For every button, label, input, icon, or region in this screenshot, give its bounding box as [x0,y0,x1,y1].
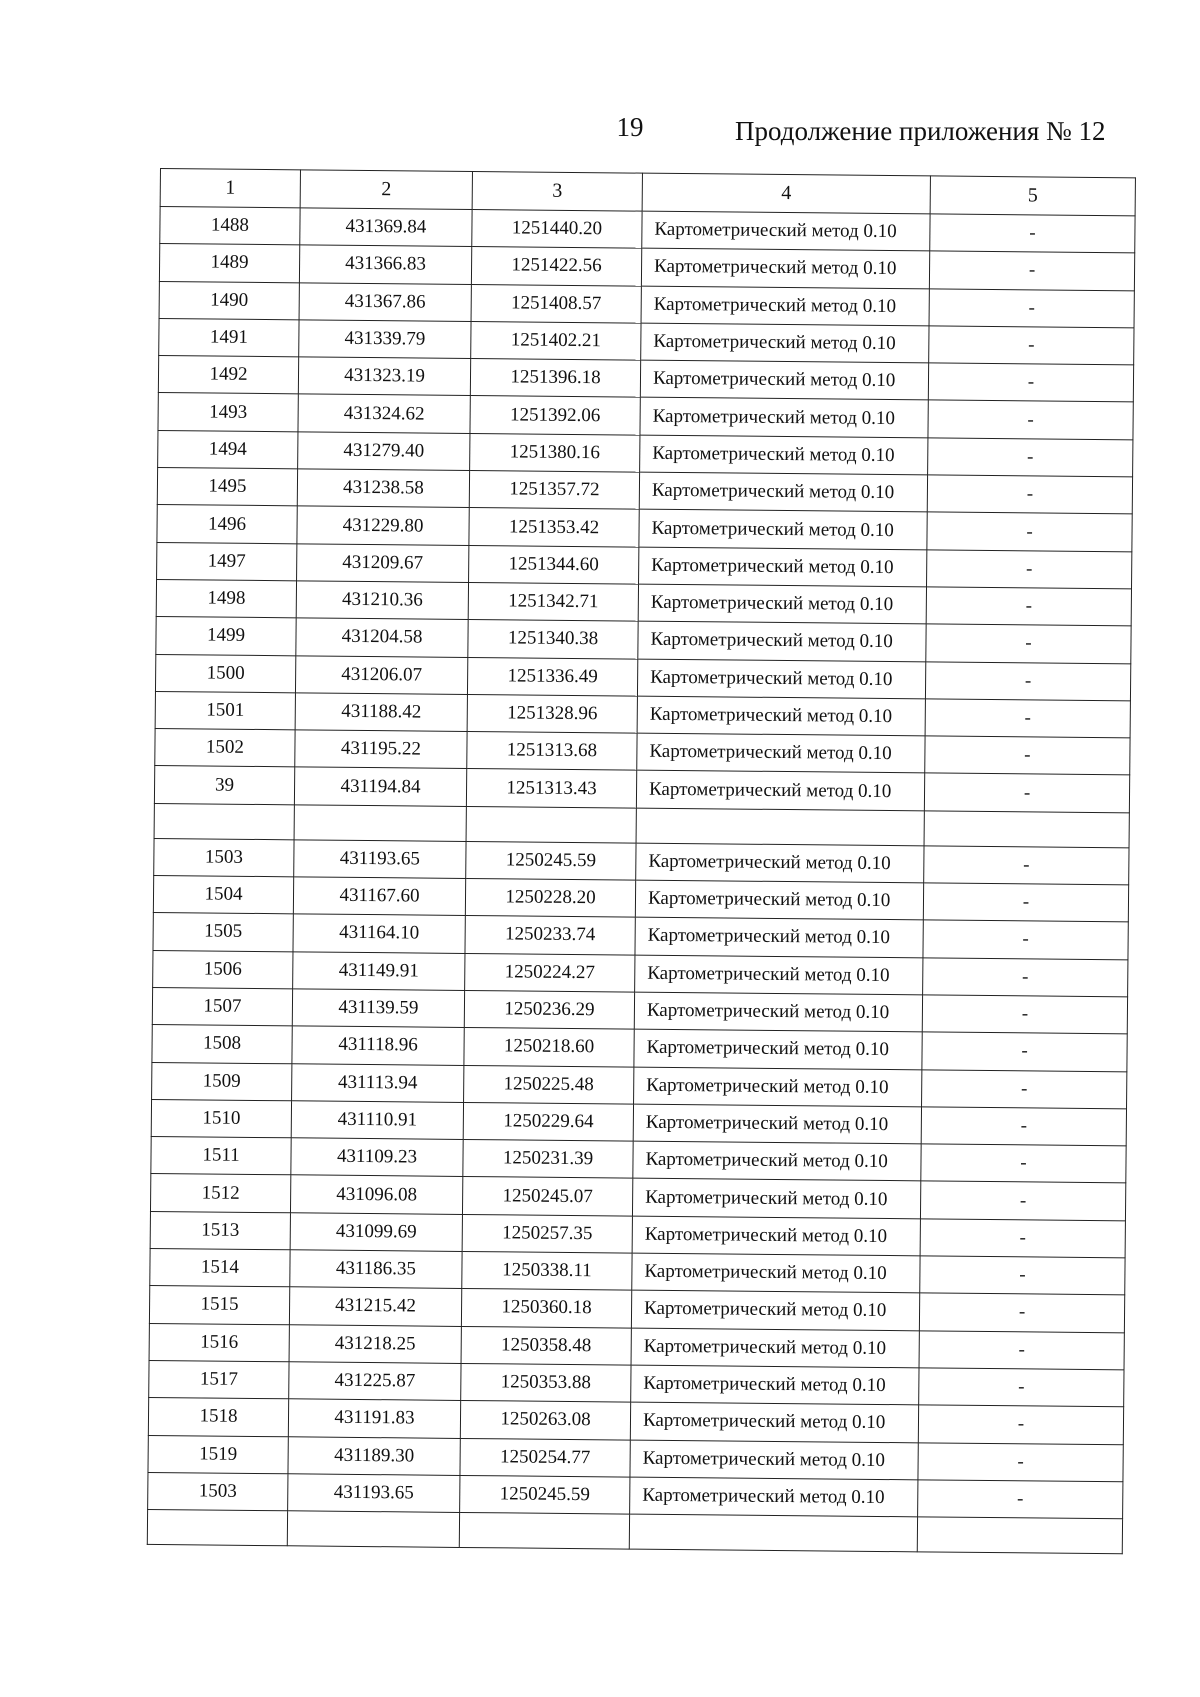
y-coordinate-cell: 1251344.60 [469,545,639,584]
y-coordinate-cell: 1250228.20 [465,879,635,918]
note-cell: - [923,920,1128,959]
y-coordinate-cell: 1250245.59 [466,841,636,880]
point-number-cell: 1500 [155,654,295,693]
y-coordinate-cell: 1250218.60 [464,1028,634,1067]
page-caption: Продолжение приложения № 12 [735,116,1106,146]
y-coordinate-cell: 1251392.06 [470,396,640,435]
y-coordinate-cell: 1250231.39 [463,1140,633,1179]
point-number-cell: 1495 [157,468,297,507]
x-coordinate-cell: 431189.30 [288,1436,460,1475]
x-coordinate-cell [294,805,466,842]
y-coordinate-cell: 1251380.16 [470,433,640,472]
x-coordinate-cell: 431204.58 [296,618,468,657]
method-cell: Картометрический метод 0.10 [630,1477,918,1517]
note-cell: - [926,587,1131,626]
y-coordinate-cell: 1251340.38 [468,620,638,659]
x-coordinate-cell: 431279.40 [298,432,470,471]
note-cell: - [918,1442,1123,1481]
method-cell: Картометрический метод 0.10 [630,1440,918,1480]
note-cell [924,811,1129,848]
method-cell: Картометрический метод 0.10 [630,1402,918,1442]
method-cell: Картометрический метод 0.10 [636,843,924,883]
method-cell: Картометрический метод 0.10 [637,696,925,736]
method-cell: Картометрический метод 0.10 [639,472,927,512]
y-coordinate-cell: 1250263.08 [460,1401,630,1440]
point-number-cell: 1499 [156,617,296,656]
point-number-cell: 1501 [155,691,295,730]
y-coordinate-cell: 1250245.07 [462,1177,632,1216]
point-number-cell: 1490 [159,281,299,320]
point-number-cell: 1492 [158,356,298,395]
y-coordinate-cell: 1251342.71 [468,582,638,621]
x-coordinate-cell: 431110.91 [291,1101,463,1140]
y-coordinate-cell [459,1513,629,1550]
x-coordinate-cell: 431186.35 [290,1250,462,1289]
note-cell: - [927,475,1132,514]
note-cell: - [920,1256,1125,1295]
method-cell: Картометрический метод 0.10 [634,1067,922,1107]
note-cell: - [922,995,1127,1034]
column-header: 2 [300,170,472,210]
x-coordinate-cell: 431164.10 [293,914,465,953]
method-cell: Картометрический метод 0.10 [631,1328,919,1368]
note-cell: - [920,1219,1125,1258]
y-coordinate-cell: 1251353.42 [469,508,639,547]
note-cell: - [929,288,1134,327]
y-coordinate-cell: 1251313.43 [466,769,636,808]
note-cell: - [925,736,1130,775]
note-cell: - [927,550,1132,589]
point-number-cell: 1503 [154,838,294,877]
x-coordinate-cell: 431194.84 [294,767,466,806]
method-cell: Картометрический метод 0.10 [641,323,929,363]
x-coordinate-cell: 431195.22 [295,730,467,769]
y-coordinate-cell: 1250360.18 [461,1289,631,1328]
point-number-cell: 1504 [153,876,293,915]
x-coordinate-cell: 431238.58 [297,469,469,508]
note-cell: - [926,624,1131,663]
method-cell: Картометрический метод 0.10 [631,1290,919,1330]
x-coordinate-cell: 431096.08 [290,1175,462,1214]
note-cell: - [922,1069,1127,1108]
x-coordinate-cell: 431225.87 [289,1362,461,1401]
x-coordinate-cell: 431339.79 [299,320,471,359]
method-cell: Картометрический метод 0.10 [640,360,928,400]
note-cell: - [928,400,1133,439]
x-coordinate-cell: 431193.65 [288,1474,460,1513]
x-coordinate-cell: 431109.23 [291,1138,463,1177]
method-cell: Картометрический метод 0.10 [638,584,926,624]
method-cell: Картометрический метод 0.10 [635,880,923,920]
y-coordinate-cell: 1251422.56 [471,247,641,286]
note-cell: - [924,846,1129,885]
point-number-cell: 1510 [151,1099,291,1138]
x-coordinate-cell: 431113.94 [292,1063,464,1102]
y-coordinate-cell: 1250254.77 [460,1438,630,1477]
x-coordinate-cell: 431139.59 [292,989,464,1028]
method-cell: Картометрический метод 0.10 [632,1216,920,1256]
method-cell: Картометрический метод 0.10 [633,1104,921,1144]
note-cell: - [929,251,1134,290]
x-coordinate-cell: 431218.25 [289,1324,461,1363]
point-number-cell: 1518 [148,1398,288,1437]
column-header: 5 [930,176,1135,216]
point-number-cell: 1512 [150,1174,290,1213]
note-cell: - [921,1107,1126,1146]
note-cell: - [924,773,1129,812]
method-cell: Картометрический метод 0.10 [639,547,927,587]
y-coordinate-cell: 1250257.35 [462,1214,632,1253]
point-number-cell: 1494 [158,430,298,469]
point-number-cell: 1496 [157,505,297,544]
x-coordinate-cell: 431210.36 [296,581,468,620]
point-number-cell: 1502 [155,729,295,768]
point-number-cell [154,803,294,839]
x-coordinate-cell: 431369.84 [300,208,472,247]
y-coordinate-cell: 1250358.48 [461,1326,631,1365]
x-coordinate-cell: 431193.65 [294,840,466,879]
point-number-cell: 1497 [157,542,297,581]
x-coordinate-cell: 431191.83 [288,1399,460,1438]
method-cell: Картометрический метод 0.10 [638,621,926,661]
table-body [147,207,1135,1554]
note-cell: - [928,363,1133,402]
point-number-cell: 1493 [158,393,298,432]
note-cell: - [925,661,1130,700]
note-cell: - [928,438,1133,477]
method-cell: Картометрический метод 0.10 [632,1179,920,1219]
y-coordinate-cell: 1250245.59 [460,1475,630,1514]
note-cell: - [919,1368,1124,1407]
x-coordinate-cell: 431209.67 [297,544,469,583]
y-coordinate-cell: 1251313.68 [467,732,637,771]
x-coordinate-cell: 431367.86 [299,282,471,321]
method-cell: Картометрический метод 0.10 [634,1029,922,1069]
point-number-cell: 1489 [159,244,299,283]
method-cell: Картометрический метод 0.10 [640,435,928,475]
x-coordinate-cell: 431215.42 [289,1287,461,1326]
method-cell: Картометрический метод 0.10 [641,248,929,288]
y-coordinate-cell: 1251408.57 [471,284,641,323]
column-header: 1 [160,169,300,208]
note-cell: - [925,699,1130,738]
x-coordinate-cell: 431324.62 [298,394,470,433]
x-coordinate-cell: 431149.91 [293,951,465,990]
y-coordinate-cell: 1250224.27 [465,953,635,992]
y-coordinate-cell: 1251357.72 [469,471,639,510]
x-coordinate-cell: 431206.07 [295,655,467,694]
point-number-cell: 1491 [159,318,299,357]
method-cell [629,1514,917,1552]
column-header: 4 [642,173,930,214]
method-cell: Картометрический метод 0.10 [632,1253,920,1293]
point-number-cell: 1517 [149,1360,289,1399]
note-cell: - [918,1480,1123,1519]
y-coordinate-cell: 1250236.29 [464,990,634,1029]
y-coordinate-cell: 1250353.88 [461,1363,631,1402]
point-number-cell: 1515 [149,1286,289,1325]
point-number-cell: 1519 [148,1435,288,1474]
note-cell: - [919,1330,1124,1369]
y-coordinate-cell [466,806,636,843]
note-cell: - [918,1405,1123,1444]
y-coordinate-cell: 1250338.11 [462,1251,632,1290]
point-number-cell: 1505 [153,913,293,952]
x-coordinate-cell: 431323.19 [298,357,470,396]
method-cell: Картометрический метод 0.10 [637,733,925,773]
note-cell: - [927,512,1132,551]
method-cell: Картометрический метод 0.10 [631,1365,919,1405]
x-coordinate-cell [287,1511,459,1548]
point-number-cell: 1514 [150,1248,290,1287]
y-coordinate-cell: 1251440.20 [472,209,642,248]
point-number-cell: 1508 [152,1025,292,1064]
note-cell: - [929,326,1134,365]
point-number-cell: 1498 [156,579,296,618]
y-coordinate-cell: 1250225.48 [464,1065,634,1104]
method-cell: Картометрический метод 0.10 [639,509,927,549]
coordinates-table [147,168,1136,1554]
x-coordinate-cell: 431118.96 [292,1026,464,1065]
x-coordinate-cell: 431099.69 [290,1213,462,1252]
point-number-cell [147,1510,287,1546]
note-cell [917,1517,1122,1554]
point-number-cell: 1507 [152,987,292,1026]
x-coordinate-cell: 431366.83 [299,245,471,284]
method-cell [636,808,924,846]
method-cell: Картометрический метод 0.10 [635,917,923,957]
point-number-cell: 1516 [149,1323,289,1362]
note-cell: - [923,883,1128,922]
method-cell: Картометрический метод 0.10 [635,955,923,995]
page-number: 19 [616,112,644,142]
note-cell: - [922,1032,1127,1071]
note-cell: - [921,1144,1126,1183]
method-cell: Картометрический метод 0.10 [640,398,928,438]
method-cell: Картометрический метод 0.10 [642,211,930,251]
method-cell: Картометрический метод 0.10 [637,659,925,699]
method-cell: Картометрический метод 0.10 [636,771,924,811]
x-coordinate-cell: 431188.42 [295,693,467,732]
point-number-cell: 1488 [160,207,300,246]
point-number-cell: 1513 [150,1211,290,1250]
y-coordinate-cell: 1250233.74 [465,916,635,955]
point-number-cell: 39 [154,766,294,805]
note-cell: - [920,1181,1125,1220]
y-coordinate-cell: 1251328.96 [467,694,637,733]
column-header: 3 [472,171,642,211]
y-coordinate-cell: 1251396.18 [470,359,640,398]
point-number-cell: 1509 [152,1062,292,1101]
x-coordinate-cell: 431167.60 [293,877,465,916]
note-cell: - [930,214,1135,253]
point-number-cell: 1506 [153,950,293,989]
y-coordinate-cell: 1250229.64 [463,1102,633,1141]
method-cell: Картометрический метод 0.10 [641,286,929,326]
note-cell: - [923,958,1128,997]
point-number-cell: 1503 [148,1472,288,1511]
y-coordinate-cell: 1251336.49 [467,657,637,696]
x-coordinate-cell: 431229.80 [297,506,469,545]
method-cell: Картометрический метод 0.10 [633,1141,921,1181]
point-number-cell: 1511 [151,1137,291,1176]
note-cell: - [919,1293,1124,1332]
y-coordinate-cell: 1251402.21 [471,321,641,360]
method-cell: Картометрический метод 0.10 [634,992,922,1032]
